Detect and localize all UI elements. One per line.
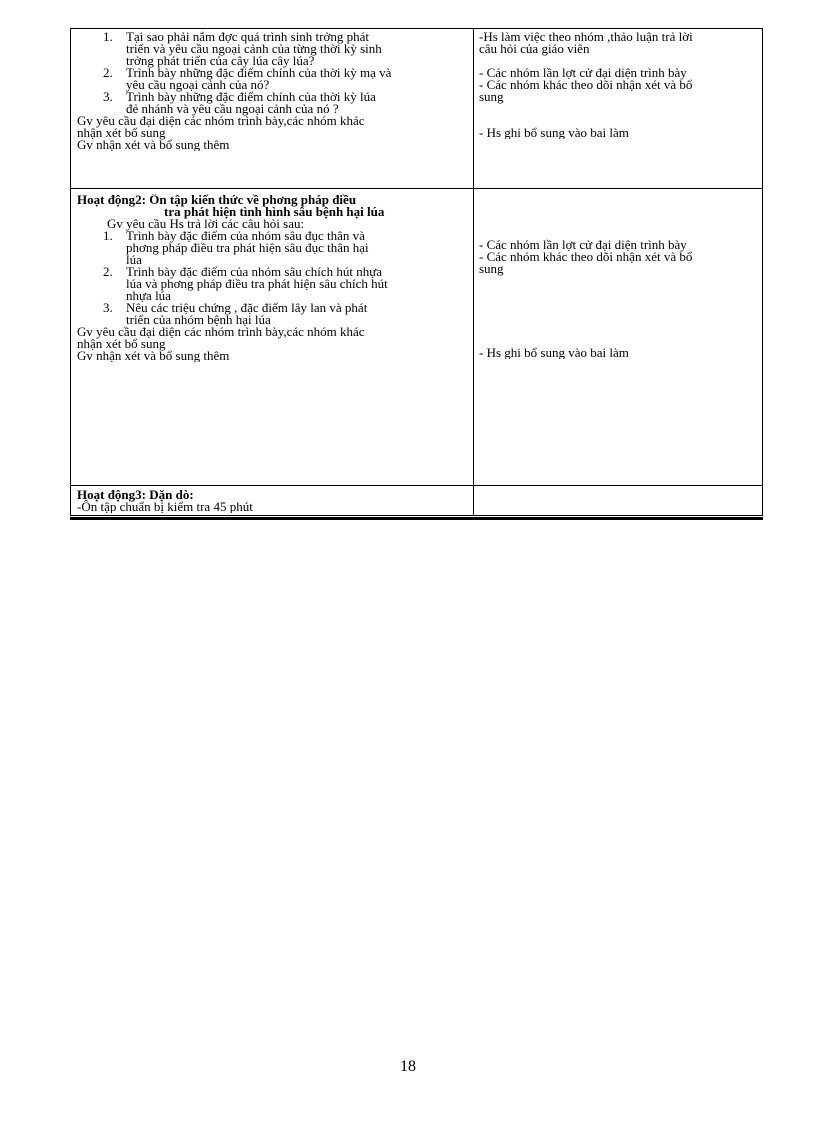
item-line: triển và yêu cầu ngoại cảnh của từng thời kỳ sinh [126, 41, 382, 56]
item-line: Trình bày những đặc điểm chính của thời kỳ lúa [126, 89, 376, 104]
item-number: 1. [103, 31, 113, 44]
item-line: Trình bày đặc điểm của nhóm sâu đục thân và [126, 228, 365, 243]
row-divider-2 [71, 485, 762, 486]
item-line: lúa và phơng pháp điều tra phát hiện sâu chích hút [126, 276, 388, 291]
item-line: triển của nhóm bệnh hại lúa [126, 312, 271, 327]
student-activity: - Các nhóm lần lợt cử đại diện trình bày [479, 65, 687, 80]
page-number: 18 [400, 1058, 416, 1075]
teacher-instruction: Gv nhận xét và bổ sung thêm [77, 137, 230, 151]
item-number: 3. [103, 89, 113, 104]
student-activity: - Các nhóm khác theo dõi nhận xét và bổ [479, 249, 693, 264]
item-number: 2. [103, 264, 113, 279]
list-item [77, 67, 469, 91]
row1-student-cell [479, 31, 757, 139]
item-line: trởng phát triển của cây lúa cây lúa? [126, 53, 315, 68]
item-line: đẻ nhánh và yêu cầu ngoại cảnh của nó ? [126, 101, 339, 116]
list-item [77, 302, 469, 326]
activity-heading: tra phát hiện tình hình sâu bệnh hại lúa [164, 204, 385, 219]
item-number: 3. [103, 300, 113, 315]
column-divider [473, 29, 474, 515]
item-line: Trình bày đặc điểm của nhóm sâu chích hút nhựa [126, 264, 383, 279]
lesson-table [70, 28, 763, 516]
list-item [77, 230, 469, 266]
list-item [77, 266, 469, 302]
item-line: Tại sao phải nắm đợc quá trình sinh trởng phát [126, 31, 370, 44]
teacher-instruction: Gv yêu cầu Hs trả lời các câu hỏi sau: [107, 216, 305, 231]
item-number: 1. [103, 228, 113, 243]
row1-question-list [77, 31, 469, 115]
activity-heading: Hoạt động2: Ôn tập kiến thức về phơng pháp điều [77, 194, 357, 207]
student-activity: sung [479, 89, 504, 104]
student-activity: - Hs ghi bổ sung vào bai làm [479, 345, 629, 359]
item-line: phơng pháp điều tra phát hiện sâu đục thân hại [126, 240, 369, 255]
list-item [77, 31, 469, 67]
item-line: yêu cầu ngoại cảnh của nó? [126, 77, 270, 92]
student-activity: -Hs làm việc theo nhóm ,thảo luận trả lời [479, 31, 693, 44]
student-activity: sung [479, 261, 504, 276]
teacher-instruction: nhận xét bổ sung [77, 336, 166, 351]
row-divider-1 [71, 188, 762, 189]
row2-student-cell [479, 239, 757, 359]
row3-teacher-cell [77, 489, 469, 513]
student-activity: - Các nhóm khác theo dõi nhận xét và bổ [479, 77, 693, 92]
item-number: 2. [103, 65, 113, 80]
row2-teacher-cell [77, 194, 469, 362]
teacher-instruction: -Ôn tập chuẩn bị kiểm tra 45 phút [77, 499, 253, 513]
teacher-instruction: Gv yêu cầu đại diện các nhóm trình bày,các nhóm khác [77, 113, 365, 128]
row1-teacher-cell [77, 31, 469, 151]
row2-question-list [77, 230, 469, 326]
student-activity: - Các nhóm lần lợt cử đại diện trình bày [479, 239, 687, 252]
item-line: lúa [126, 252, 142, 267]
activity-heading: Hoạt động3: Dặn dò: [77, 489, 194, 502]
teacher-instruction: Gv nhận xét và bổ sung thêm [77, 348, 230, 362]
teacher-instruction: Gv yêu cầu đại diện các nhóm trình bày,các nhóm khác [77, 324, 365, 339]
teacher-instruction: nhận xét bổ sung [77, 125, 166, 140]
item-line: Trình bày những đặc điểm chính của thời kỳ mạ và [126, 65, 392, 80]
student-activity: câu hỏi của giáo viên [479, 41, 590, 56]
student-activity: - Hs ghi bổ sung vào bai làm [479, 125, 629, 139]
item-line: Nêu các triệu chứng , đặc điểm lây lan và phát [126, 300, 368, 315]
item-line: nhựa lúa [126, 288, 171, 303]
list-item [77, 91, 469, 115]
